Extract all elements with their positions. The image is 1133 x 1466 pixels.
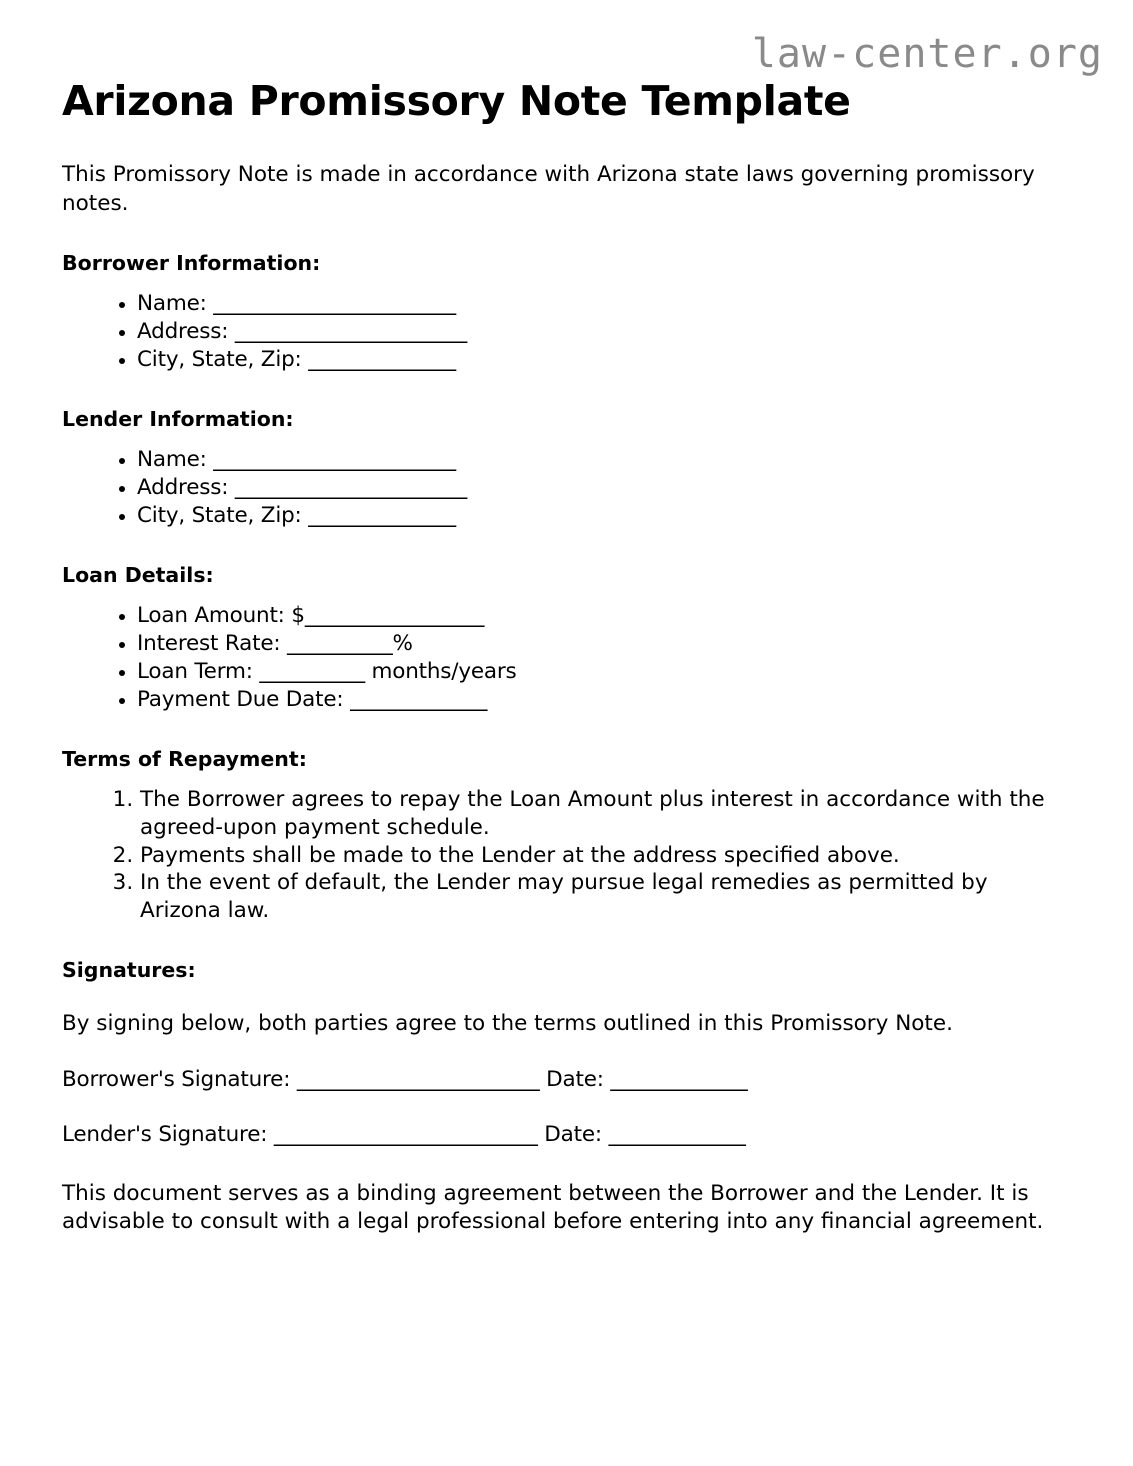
lender-information-heading: Lender Information: bbox=[62, 407, 294, 432]
list-item: • Interest Rate: __________% bbox=[137, 630, 1071, 658]
signatures-heading: Signatures: bbox=[62, 958, 196, 983]
list-item: 3. In the event of default, the Lender may pursue legal remedies as permitted by Arizona law. bbox=[140, 869, 1071, 925]
borrower-signature-line: Borrower's Signature: _______________________ Date: _____________ bbox=[62, 1066, 748, 1092]
list-item: • Address: ______________________ bbox=[137, 474, 1071, 502]
list-item: • City, State, Zip: ______________ bbox=[137, 346, 1071, 374]
signatures-intro: By signing below, both parties agree to the terms outlined in this Promissory Note. bbox=[62, 1011, 953, 1036]
lender-signature-line: Lender's Signature: _________________________ Date: _____________ bbox=[62, 1122, 746, 1148]
list-item: • City, State, Zip: ______________ bbox=[137, 502, 1071, 530]
site-watermark: law-center.org bbox=[751, 31, 1103, 77]
loan-details-heading: Loan Details: bbox=[62, 563, 214, 588]
terms-of-repayment-list bbox=[62, 773, 1071, 926]
intro-paragraph: This Promissory Note is made in accordance with Arizona state laws governing promissory notes. bbox=[62, 162, 1035, 216]
closing-note: This document serves as a binding agreement between the Borrower and the Lender. It is advisable to consult with a legal professional before entering into any financial agreement. bbox=[62, 1180, 1044, 1235]
list-item: • Name: _______________________ bbox=[137, 290, 1071, 318]
list-item: • Name: _______________________ bbox=[137, 446, 1071, 474]
list-item: 1. The Borrower agrees to repay the Loan Amount plus interest in accordance with the agreed-upon payment schedule. bbox=[140, 786, 1071, 842]
list-item: • Address: ______________________ bbox=[137, 318, 1071, 346]
lender-information-list bbox=[62, 433, 1071, 530]
borrower-information-list bbox=[62, 277, 1071, 374]
borrower-information-heading: Borrower Information: bbox=[62, 251, 321, 276]
loan-details-list bbox=[62, 589, 1071, 714]
list-item: 2. Payments shall be made to the Lender at the address specified above. bbox=[140, 842, 1071, 870]
list-item: • Loan Term: __________ months/years bbox=[137, 658, 1071, 686]
terms-of-repayment-heading: Terms of Repayment: bbox=[62, 747, 307, 772]
list-item: • Payment Due Date: _____________ bbox=[137, 686, 1071, 714]
page-title: Arizona Promissory Note Template bbox=[62, 77, 851, 125]
list-item: • Loan Amount: $_________________ bbox=[137, 602, 1071, 630]
